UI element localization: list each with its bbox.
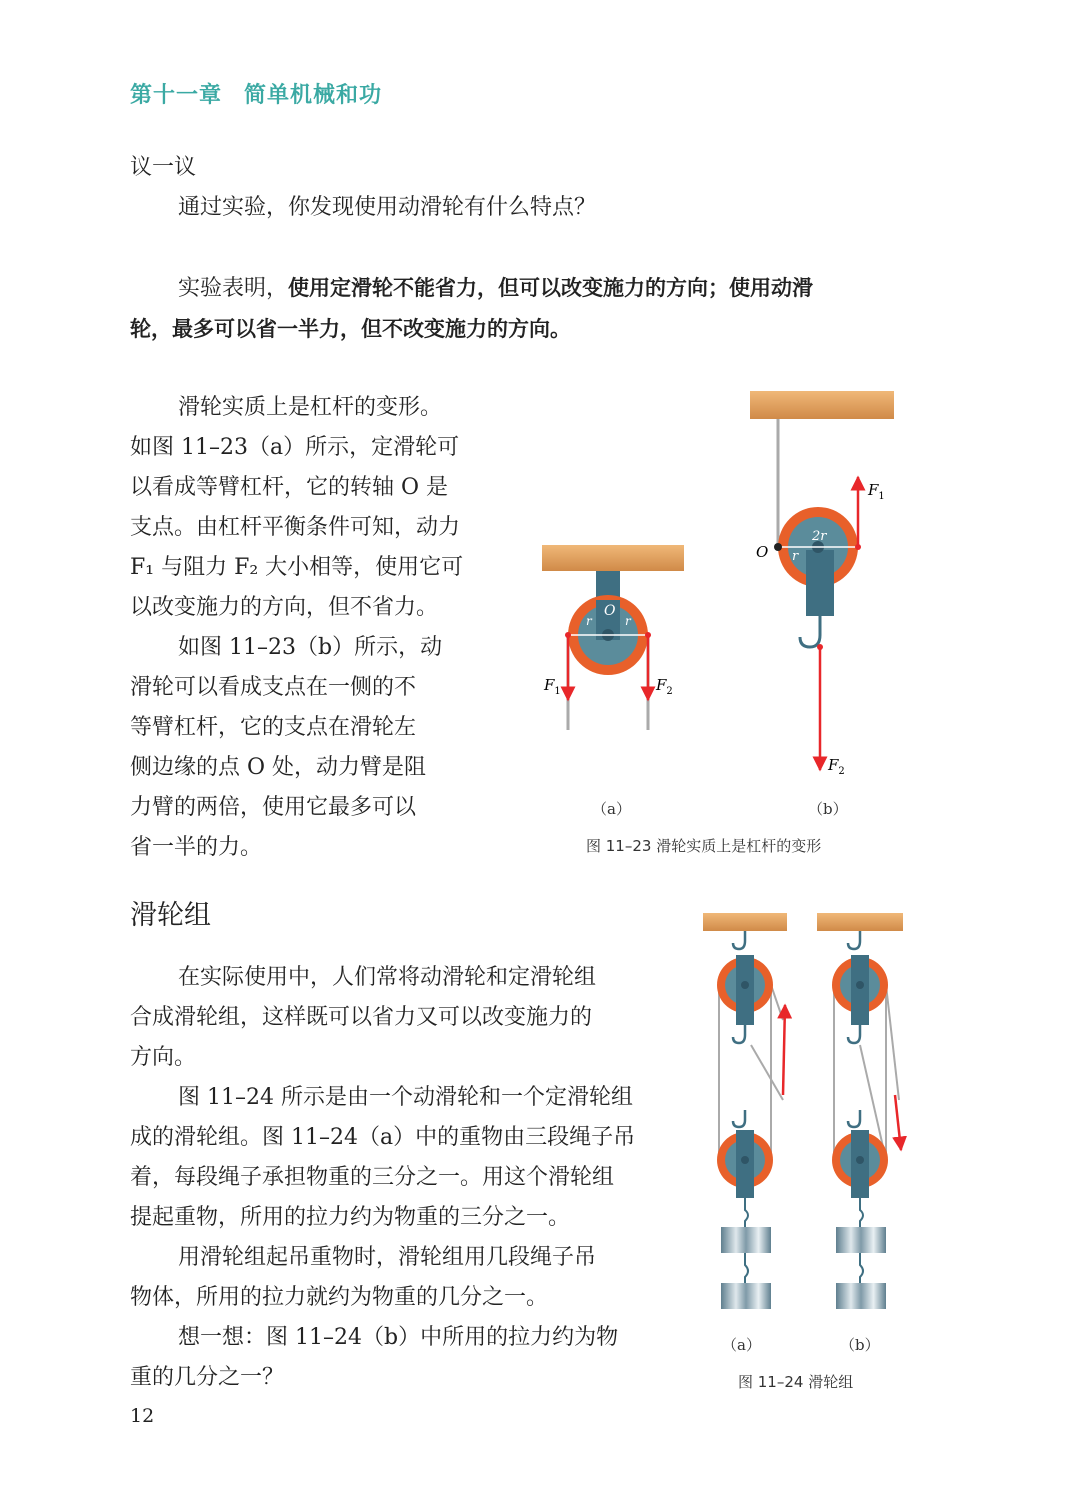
figure-caption: 图 11–23 滑轮实质上是杠杆的变形 bbox=[586, 837, 822, 855]
label-o: O bbox=[756, 543, 769, 561]
label-r: r bbox=[625, 614, 631, 628]
label-r: r bbox=[792, 549, 799, 564]
weight bbox=[721, 1283, 771, 1309]
chapter-title: 简单机械和功 bbox=[244, 83, 383, 108]
figure-label-b: （b） bbox=[808, 800, 848, 818]
section-heading: 滑轮组 bbox=[130, 900, 211, 931]
ceiling-beam bbox=[542, 545, 684, 571]
pulley-group-a bbox=[703, 913, 787, 1309]
conclusion-lead: 实验表明， bbox=[178, 276, 289, 301]
figure-label-a: （a） bbox=[722, 1336, 761, 1354]
label-f2: $F_2$ bbox=[828, 756, 845, 777]
discuss-question: 通过实验，你发现使用动滑轮有什么特点？ bbox=[178, 195, 597, 220]
lever-line: 滑轮可以看成支点在一侧的不 bbox=[130, 675, 417, 700]
conclusion-bold-2: 轮，最多可以省一半力，但不改变施力的方向。 bbox=[130, 317, 571, 341]
pulley-paragraph-1 bbox=[130, 958, 670, 1078]
pulley-group-b bbox=[817, 913, 903, 1309]
pulley-line: 图 11–24 所示是由一个动滑轮和一个定滑轮组 bbox=[178, 1085, 633, 1110]
ceiling-beam bbox=[817, 913, 903, 931]
pulley-line: 着，每段绳子承担物重的三分之一。用这个滑轮组 bbox=[130, 1165, 615, 1190]
label-f1: $F_1$ bbox=[544, 676, 561, 697]
figure-11-24 bbox=[695, 905, 915, 1325]
lever-line: 力臂的两倍，使用它最多可以 bbox=[130, 795, 417, 820]
lever-line: 等臂杠杆，它的支点在滑轮左 bbox=[130, 715, 417, 740]
weight bbox=[721, 1227, 771, 1253]
pulley-line: 想一想：图 11–24（b）中所用的拉力约为物 bbox=[178, 1325, 619, 1350]
pulley-bracket bbox=[851, 955, 869, 1025]
figure-11-23 bbox=[530, 385, 910, 805]
pulley-paragraph-2 bbox=[130, 1078, 670, 1238]
pulley-line: 提起重物，所用的拉力约为物重的三分之一。 bbox=[130, 1205, 571, 1230]
pulley-bracket bbox=[806, 550, 834, 616]
lever-paragraph-1 bbox=[130, 388, 490, 628]
fixed-pulley-diagram bbox=[542, 545, 684, 730]
ceiling-beam bbox=[750, 391, 894, 419]
pulley-paragraph-3 bbox=[130, 1238, 670, 1318]
movable-pulley-diagram bbox=[750, 391, 894, 777]
weight bbox=[836, 1227, 886, 1253]
label-o: O bbox=[604, 603, 616, 619]
ceiling-beam bbox=[703, 913, 787, 931]
lever-line: 以改变施力的方向，但不省力。 bbox=[130, 595, 439, 620]
label-r: r bbox=[586, 614, 592, 628]
label-f1: $F_1$ bbox=[868, 481, 885, 502]
pulley-line: 方向。 bbox=[130, 1045, 197, 1070]
chapter-number: 第十一章 bbox=[130, 83, 223, 108]
figure-caption: 图 11–24 滑轮组 bbox=[738, 1373, 854, 1391]
lever-line: 如图 11–23（b）所示，动 bbox=[178, 635, 443, 660]
lever-line: 支点。由杠杆平衡条件可知，动力 bbox=[130, 515, 461, 540]
pulley-line: 物体，所用的拉力就约为物重的几分之一。 bbox=[130, 1285, 549, 1310]
pulley-line: 用滑轮组起吊重物时，滑轮组用几段绳子吊 bbox=[178, 1245, 597, 1270]
lever-line: 以看成等臂杠杆，它的转轴 O 是 bbox=[130, 475, 449, 500]
figure-label-b: （b） bbox=[840, 1336, 880, 1354]
hook bbox=[800, 616, 820, 647]
label-2r: 2r bbox=[812, 529, 827, 544]
page-number: 12 bbox=[130, 1405, 155, 1427]
pulley-bracket bbox=[736, 955, 754, 1025]
chapter-header bbox=[130, 78, 382, 109]
force-arrow bbox=[895, 1095, 901, 1150]
weight bbox=[836, 1283, 886, 1309]
lever-line: 侧边缘的点 O 处，动力臂是阻 bbox=[130, 755, 427, 780]
pulley-line: 在实际使用中，人们常将动滑轮和定滑轮组 bbox=[178, 965, 597, 990]
pulley-line: 重的几分之一？ bbox=[130, 1365, 285, 1390]
label-f2: $F_2$ bbox=[656, 676, 673, 697]
discuss-heading: 议一议 bbox=[130, 155, 197, 180]
conclusion-bold-1: 使用定滑轮不能省力，但可以改变施力的方向；使用动滑 bbox=[288, 276, 814, 300]
figure-label-a: （a） bbox=[592, 800, 631, 818]
hook bbox=[733, 931, 745, 949]
pulley-line: 成的滑轮组。图 11–24（a）中的重物由三段绳子吊 bbox=[130, 1125, 636, 1150]
lever-line: 如图 11–23（a）所示，定滑轮可 bbox=[130, 435, 460, 460]
lever-paragraph-2 bbox=[130, 628, 490, 868]
pulley-line: 合成滑轮组，这样既可以省力又可以改变施力的 bbox=[130, 1005, 593, 1030]
lever-line: 滑轮实质上是杠杆的变形。 bbox=[178, 395, 443, 420]
lever-line: 省一半的力。 bbox=[130, 835, 263, 860]
pulley-paragraph-4 bbox=[130, 1318, 670, 1398]
lever-line: F₁ 与阻力 F₂ 大小相等，使用它可 bbox=[130, 555, 464, 580]
conclusion-paragraph bbox=[130, 268, 930, 349]
hook bbox=[848, 931, 860, 949]
